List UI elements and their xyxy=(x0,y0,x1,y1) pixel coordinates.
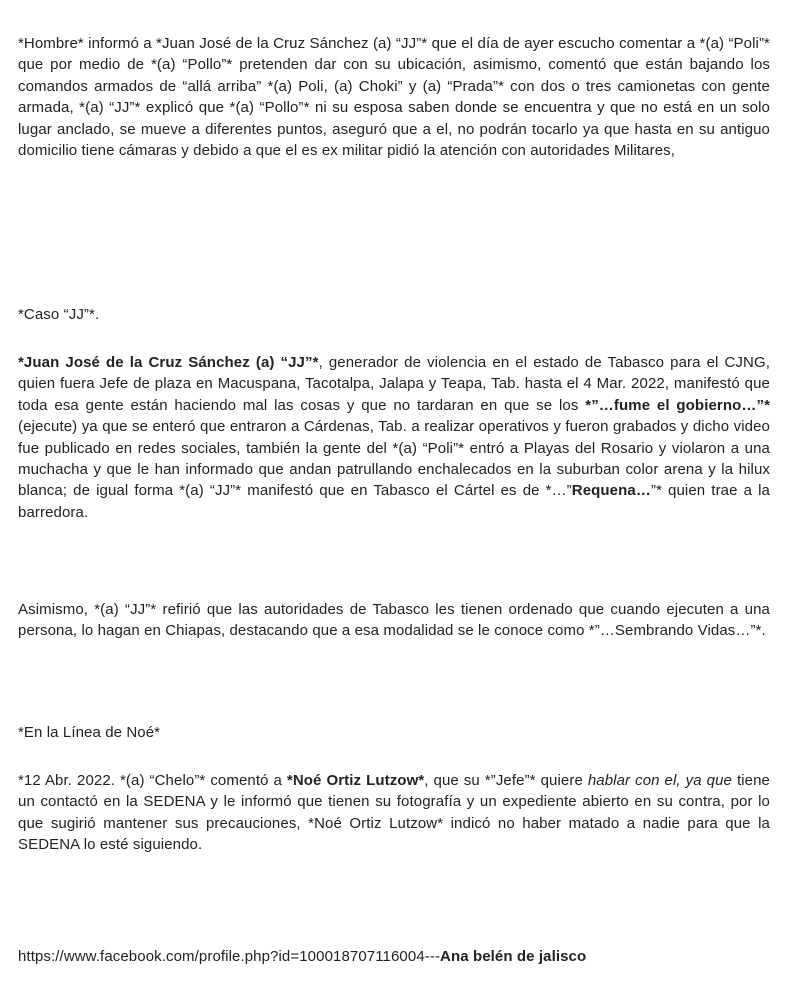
paragraph-caso-jj xyxy=(18,352,770,523)
bold-quote-fume: *”…fume el gobierno…”* xyxy=(585,396,771,414)
paragraph-noe-text-1: *12 Abr. 2022. *(a) “Chelo”* comentó a xyxy=(18,772,287,789)
paragraph-caso-jj-text-3: ”* quien trae a la barredora. xyxy=(18,482,770,521)
italic-hablar: hablar con el, ya que xyxy=(587,772,732,789)
bold-name-juan-jose: *Juan José de la Cruz Sánchez (a) “JJ”* xyxy=(18,354,319,371)
footer-author: Ana belén de jalisco xyxy=(440,948,587,965)
paragraph-noe-text-3: tiene un contactó en la SEDENA y le informó que tienen su fotografía y un expediente abierto en su contra, por lo que sugirió mantener sus precauciones, *Noé Ortiz Lutzow* indicó no haber matado a nadie para que la SEDENA lo esté siguiendo. xyxy=(18,772,770,854)
footer-source xyxy=(18,946,770,967)
paragraph-caso-jj-text-2: (ejecute) ya que se enteró que entraron a Cárdenas, Tab. a realizar operativos y fueron grabados y dicho video fue publicado en redes sociales, también la gente del *(a) “Poli”* entró a Playas del Rosario y violaron a una muchacha y que le han informado que andan patrullando enchalecados en la suburban color arena y la hilux blanca; de igual forma *(a) “JJ”* manifestó que en Tabasco el Cártel es de *…” xyxy=(18,418,770,500)
bold-noe-name: *Noé Ortiz Lutzow* xyxy=(286,772,425,789)
paragraph-asimismo: Asimismo, *(a) “JJ”* refirió que las autoridades de Tabasco les tienen ordenado que cuando ejecuten a una persona, lo hagan en Chiapas, destacando que a esa modalidad se le conoce como *”…Sembrando Vidas…”*. xyxy=(18,601,770,640)
paragraph-noe xyxy=(18,770,770,856)
paragraph-noe-text-2: , que su *”Jefe”* quiere xyxy=(424,772,588,789)
footer-url: https://www.facebook.com/profile.php?id=100018707116004--- xyxy=(18,948,441,965)
heading-caso-jj: *Caso “JJ”*. xyxy=(18,306,100,323)
paragraph-hombre-report: *Hombre* informó a *Juan José de la Cruz Sánchez (a) “JJ”* que el día de ayer escucho comentar a *(a) “Poli”* que por medio de *(a) “Pollo”* pretenden dar con su ubicación, asimismo, comentó que están bajando los comandos armados de “allá arriba” *(a) Poli, (a) Choki” y (a) “Prada”* con dos o tres camionetas con gente armada, *(a) “JJ”* explicó que *(a) “Pollo”* ni su esposa saben donde se encuentra y que no está en un solo lugar anclado, se mueve a diferentes puntos, aseguró que a el, no podrán tocarlo ya que hasta en su antiguo domicilio tiene cámaras y debido a que el es ex militar pidió la atención con autoridades Militares, xyxy=(18,35,770,160)
bold-requena: Requena… xyxy=(571,482,651,500)
paragraph-caso-jj-text-1: , generador de violencia en el estado de Tabasco para el CJNG, quien fuera Jefe de plaza en Macuspana, Tacotalpa, Jalapa y Teapa, Tab. hasta el 4 Mar. 2022, manifestó que toda esa gente están haciendo mal las cosas y que no tardaran en que se los xyxy=(18,354,771,414)
heading-linea-noe: *En la Línea de Noé* xyxy=(18,724,161,741)
